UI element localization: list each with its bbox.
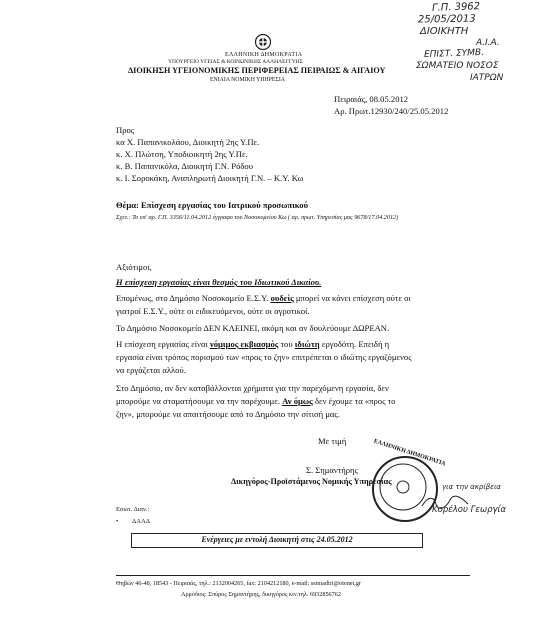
- header-ministry: ΥΠΟΥΡΓΕΙΟ ΥΓΕΙΑΣ & ΚΟΙΝΩΝΙΚΗΣ ΑΛΛΗΛΕΓΓΥΗΣ: [168, 59, 303, 65]
- signatory-name: Σ. Σημαντήρης: [306, 465, 358, 475]
- p4-text-a: Στο Δημόσιο, αν δεν καταβάλλονται χρήματα για την παρεχόμενη εργασία, δεν: [116, 383, 389, 393]
- handwritten-line-2: 25/05/2013: [417, 13, 476, 26]
- p2-text: Το Δημόσιο Νοσοκομείο ΔΕΝ ΚΛΕΙΝΕΙ, ακόμη και αν δουλεύουμε ΔΩΡΕΑΝ.: [116, 323, 390, 333]
- protocol-number: Αρ. Πρωτ.12930/240/25.05.2012: [334, 106, 449, 116]
- closing: Με τιμή: [318, 436, 347, 446]
- p1-text-a: Επομένως, στο Δημόσιο Νοσοκομείο Ε.Σ.Υ.: [116, 293, 269, 303]
- handwritten-line-6: ΣΩΜΑΤΕΙΟ ΝΟΣΟΣ: [416, 61, 499, 71]
- p3-text-b: του: [280, 339, 293, 349]
- distribution-bullet: •: [116, 518, 119, 525]
- handwritten-line-1: Γ.Π. 3962: [431, 1, 481, 14]
- footer-address: Θηβών 46-48, 18543 - Πειραιάς, τηλ.: 2132004265, fax: 2104212180, e-mail: ssimadiri@otenet.gr: [116, 580, 361, 587]
- handwritten-line-5: ΕΠΙΣΤ. ΣΥΜΒ.: [423, 47, 485, 61]
- stamp-name: Κορέλου Γεωργία: [432, 505, 506, 515]
- handwritten-line-4: Α.Ι.Α.: [476, 38, 500, 48]
- header-unit: ΕΝΙΑΙΑ ΝΟΜΙΚΗ ΥΠΗΡΕΣΙΑ: [210, 77, 285, 83]
- p4-emphasis: Αν όμως: [282, 396, 313, 406]
- p3-emphasis-2: ιδιώτη: [294, 339, 320, 349]
- paragraph-4: [116, 382, 470, 421]
- p1-emphasis: ουδείς: [270, 293, 294, 303]
- p1-text-c: γιατροί Ε.Σ.Υ., ούτε οι ειδικευόμενοι, ούτε οι αγροτικοί.: [116, 306, 310, 316]
- recipients-heading: Προς: [116, 125, 135, 135]
- action-box: [131, 533, 423, 548]
- recipient-item: κα Χ. Παπανικολάου, Διοικητή 2ης Υ.Πε.: [116, 137, 260, 147]
- footer-contact: Αρμόδιος: Σπύρος Σημαντήρης, δικηγόρος κιν.τηλ. 6932856762: [181, 591, 341, 598]
- thesis-line: Η επίσχεση εργασίας είναι θεσμός του Ιδιωτικού Δικαίου.: [116, 277, 322, 287]
- p3-text-c: εργοδότη. Επειδή η: [321, 339, 390, 349]
- recipient-item: κ. Χ. Πλώτση, Υποδιοικητή 2ης Υ.Πε.: [116, 149, 248, 159]
- p4-text-c: δεν έχουμε τα «προς το: [314, 396, 396, 406]
- action-box-text: Ενέργειες με εντολή Διοικητή στις 24.05.2012: [201, 535, 353, 544]
- signature-scribble: [420, 494, 470, 515]
- paragraph-2: [116, 322, 470, 335]
- distribution-item: ΔΑΑΔ: [132, 518, 151, 525]
- recipient-item: κ. Β. Παπανικόλα, Διοικητή Γ.Ν. Ρόδου: [116, 161, 253, 171]
- place-date: Πειραιάς, 08.05.2012: [334, 94, 409, 104]
- header-authority: ΔΙΟΙΚΗΣΗ ΥΓΕΙΟΝΟΜΙΚΗΣ ΠΕΡΙΦΕΡΕΙΑΣ ΠΕΙΡΑΙΩΣ & ΑΙΓΑΙΟΥ: [128, 66, 386, 75]
- paragraph-3: [116, 338, 470, 377]
- p3-text-d: εργασία είναι τρόπος πορισμού των «προς το ζην» επιτρέπεται ο ιδιώτης εργαζόμενος: [116, 352, 412, 362]
- p4-text-b: μπορούμε να σταματήσουμε να την παρέχουμε.: [116, 396, 280, 406]
- recipient-item: κ. Ι. Σοροκάκη, Αναπληρωτή Διοικητή Γ.Ν. – Κ.Υ. Κω: [116, 173, 304, 183]
- p3-text-a: Η επίσχεση εργασίας είναι: [116, 339, 208, 349]
- p4-text-d: ζην», μπορούμε να απαιτήσουμε από το Δημόσιο την σίτισή μας.: [116, 409, 340, 419]
- handwritten-line-7: ΙΑΤΡΩΝ: [470, 73, 504, 83]
- handwritten-line-3: ΔΙΟΙΚΗΤΗ: [420, 26, 469, 37]
- paragraph-1: [116, 292, 470, 318]
- greek-emblem-icon: [254, 33, 272, 51]
- stamp-note: για την ακρίβεια: [442, 483, 501, 491]
- signatory-title: Δικηγόρος-Προϊστάμενος Νομικής Υπηρεσίας: [231, 477, 392, 486]
- stamp-text: ΕΛΛΗΝΙΚΗ ΔΗΜΟΚΡΑΤΙΑ: [372, 438, 447, 468]
- header-republic: ΕΛΛΗΝΙΚΗ ΔΗΜΟΚΡΑΤΙΑ: [225, 52, 303, 58]
- subject-related: Σχετ.: Το υπ' αρ. Γ.Π. 3356/11.04.2012 έγγραφο του Νοσοκομείου Κω ( αρ. πρωτ. Υπηρεσίας μας 9678/17.04.2012): [116, 214, 399, 221]
- p3-emphasis-1: νόμιμος εκβιασμός: [209, 339, 279, 349]
- greeting: Αξιότιμοι,: [116, 262, 152, 272]
- distribution-heading: Εσωτ. Διαν.:: [116, 506, 150, 513]
- p1-text-b: μπορεί να κάνει επίσχεση ούτε οι: [295, 293, 411, 303]
- p3-text-e: να εργάζεται αλλού.: [116, 365, 186, 375]
- footer-divider: [116, 575, 470, 576]
- subject-line: Θέμα: Επίσχεση εργασίας του Ιατρικού προσωπικού: [116, 200, 309, 210]
